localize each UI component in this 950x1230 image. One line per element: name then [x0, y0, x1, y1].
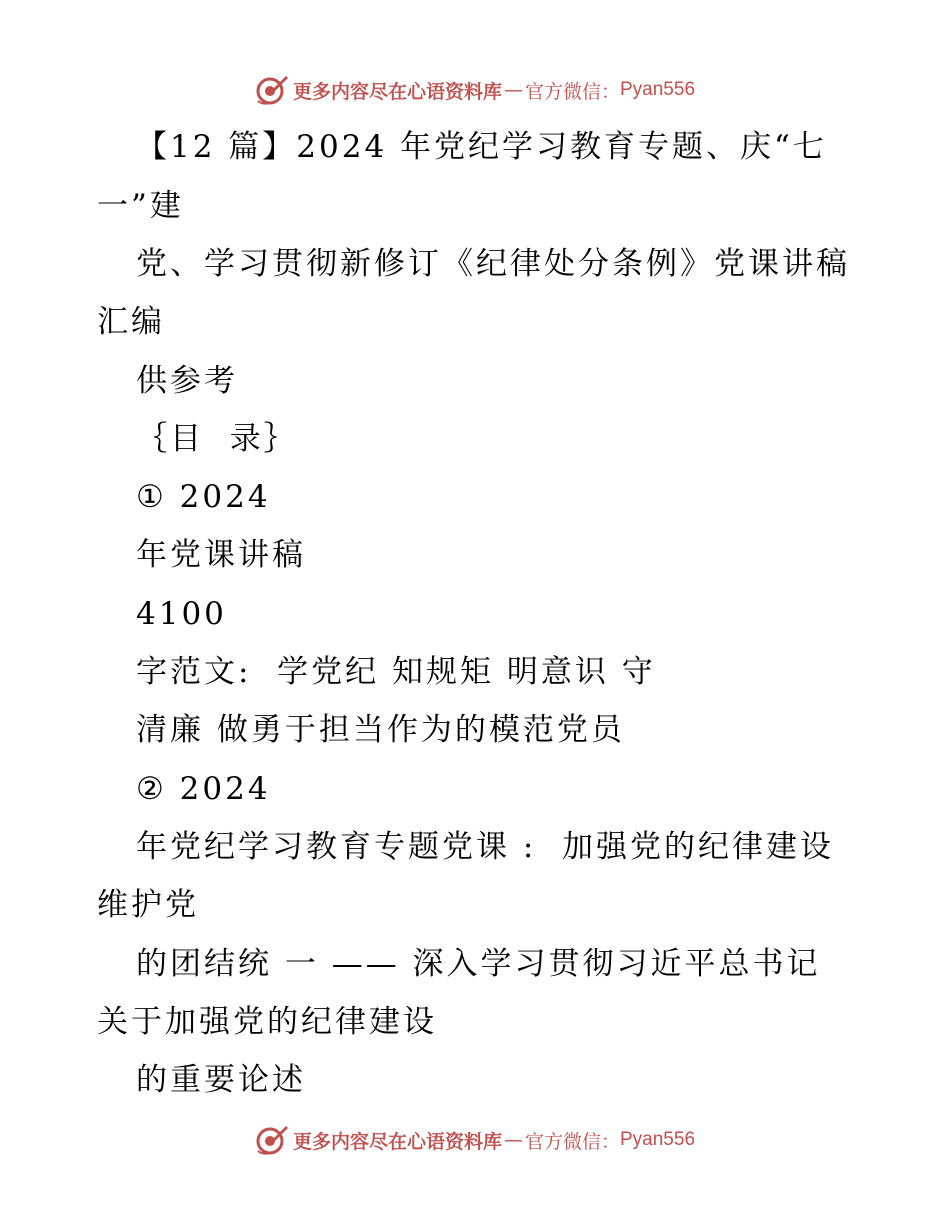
subtitle-reference: 供参考 — [136, 363, 238, 399]
toc-item-1-line-2: 年党课讲稿 — [136, 537, 306, 573]
toc-heading: ｛目 录｝ — [136, 421, 298, 457]
toc-item-2-line-6: 的重要论述 — [136, 1062, 306, 1098]
toc-item-2-line-1: ② 2024 — [136, 771, 271, 807]
toc-item-2-line-4: 的团结统 一 —— 深入学习贯彻习近平总书记 — [136, 946, 821, 982]
toc-item-2-line-2: 年党纪学习教育专题党课 : 加强党的纪律建设 — [136, 829, 835, 865]
toc-item-2-line-3: 维护党 — [97, 887, 199, 923]
watermark-separator: — — [503, 1129, 523, 1151]
toc-item-1-line-1: ① 2024 — [136, 479, 271, 515]
title-line-1: 【12 篇】2024 年党纪学习教育专题、庆“七 — [136, 129, 827, 165]
pen-logo-icon — [255, 73, 289, 107]
toc-item-1-line-4: 字范文: 学党纪 知规矩 明意识 守 — [136, 654, 656, 690]
watermark-text: 更多内容尽在心语资料库 — [292, 80, 502, 103]
toc-item-1-line-5: 清廉 做勇于担当作为的模范党员 — [136, 712, 625, 748]
toc-item-1-line-3: 4100 — [136, 596, 227, 632]
watermark-separator: — — [503, 79, 523, 101]
title-line-4: 汇编 — [97, 304, 165, 340]
pen-logo-icon — [255, 1123, 289, 1157]
watermark-text: 更多内容尽在心语资料库 — [292, 1130, 502, 1153]
watermark-wechat-label: 官方微信： — [524, 1130, 620, 1153]
toc-item-2-line-5: 关于加强党的纪律建设 — [97, 1004, 437, 1040]
title-line-3: 党、学习贯彻新修订《纪律处分条例》党课讲稿 — [136, 246, 850, 282]
watermark-banner-bottom — [0, 1122, 950, 1158]
watermark-wechat-id: Pyan556 — [620, 1129, 696, 1150]
title-line-2: 一”建 — [97, 188, 184, 224]
watermark-wechat-label: 官方微信： — [524, 80, 620, 103]
watermark-banner-top — [0, 72, 950, 108]
watermark-wechat-id: Pyan556 — [620, 79, 696, 100]
